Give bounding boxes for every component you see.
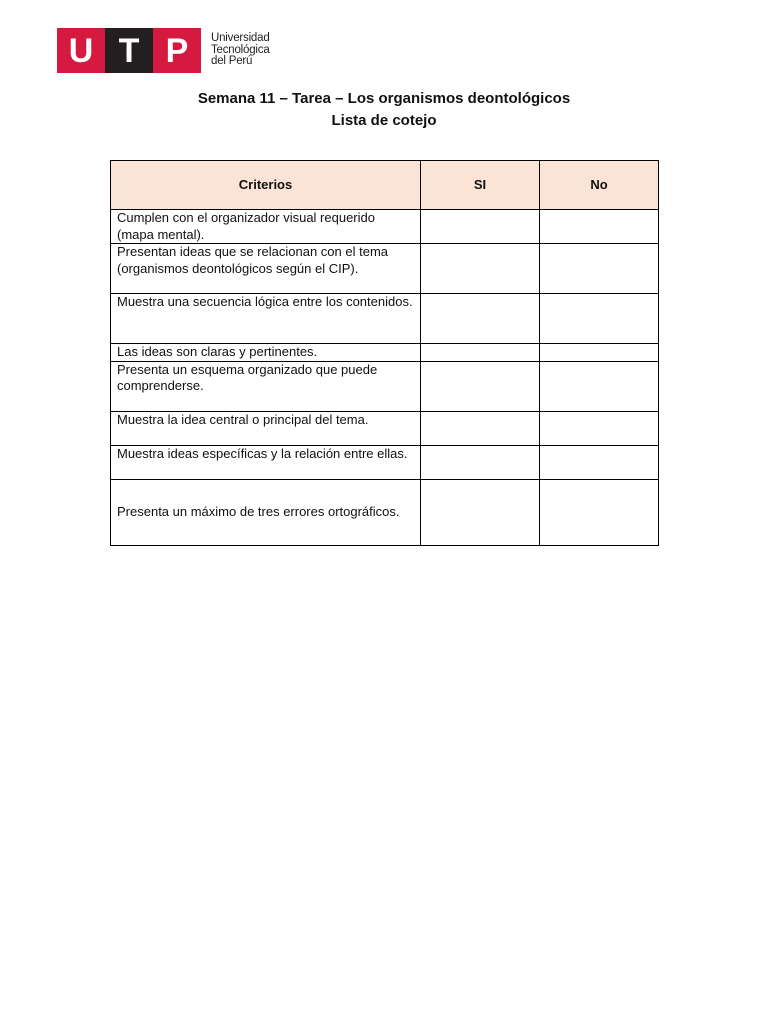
no-cell[interactable] (540, 210, 659, 244)
si-cell[interactable] (421, 294, 540, 344)
no-cell[interactable] (540, 445, 659, 479)
criterio-cell: Presenta un esquema organizado que puede comprenderse. (111, 361, 421, 411)
checklist-table (110, 160, 659, 546)
table-row (111, 445, 659, 479)
document-title: Semana 11 – Tarea – Los organismos deontológicos (197, 90, 571, 107)
table-row (111, 244, 659, 294)
logo-letter-p: P (153, 28, 201, 73)
si-cell[interactable] (421, 244, 540, 294)
criterio-cell: Muestra ideas específicas y la relación entre ellas. (111, 445, 421, 479)
no-cell[interactable] (540, 411, 659, 445)
criterio-cell: Cumplen con el organizador visual requerido (mapa mental). (111, 210, 421, 244)
no-cell[interactable] (540, 344, 659, 362)
table-row (111, 479, 659, 545)
criterio-cell: Presentan ideas que se relacionan con el tema (organismos deontológicos según el CIP). (111, 244, 421, 294)
table-row (111, 344, 659, 362)
logo-letter-u: U (57, 28, 105, 73)
si-cell[interactable] (421, 411, 540, 445)
no-cell[interactable] (540, 244, 659, 294)
utp-logo (57, 28, 270, 73)
si-cell[interactable] (421, 361, 540, 411)
table-header-row (111, 161, 659, 210)
column-header-no: No (540, 161, 659, 210)
logo-line-2: Tecnológica (211, 43, 270, 56)
criterio-cell: Muestra una secuencia lógica entre los contenidos. (111, 294, 421, 344)
si-cell[interactable] (421, 210, 540, 244)
column-header-si: SI (421, 161, 540, 210)
si-cell[interactable] (421, 445, 540, 479)
table-row (111, 294, 659, 344)
column-header-criterios: Criterios (111, 161, 421, 210)
logo-letter-t: T (105, 28, 153, 73)
document-subtitle: Lista de cotejo (331, 112, 437, 129)
logo-line-1: Universidad (211, 32, 270, 45)
criterio-cell: Muestra la idea central o principal del tema. (111, 411, 421, 445)
table-row (111, 210, 659, 244)
logo-institution-name (211, 33, 270, 68)
si-cell[interactable] (421, 479, 540, 545)
no-cell[interactable] (540, 479, 659, 545)
si-cell[interactable] (421, 344, 540, 362)
criterio-cell: Presenta un máximo de tres errores ortográficos. (111, 479, 421, 545)
logo-line-3: del Perú (211, 55, 253, 68)
table-row (111, 411, 659, 445)
no-cell[interactable] (540, 294, 659, 344)
criterio-cell: Las ideas son claras y pertinentes. (111, 344, 421, 362)
table-row (111, 361, 659, 411)
no-cell[interactable] (540, 361, 659, 411)
